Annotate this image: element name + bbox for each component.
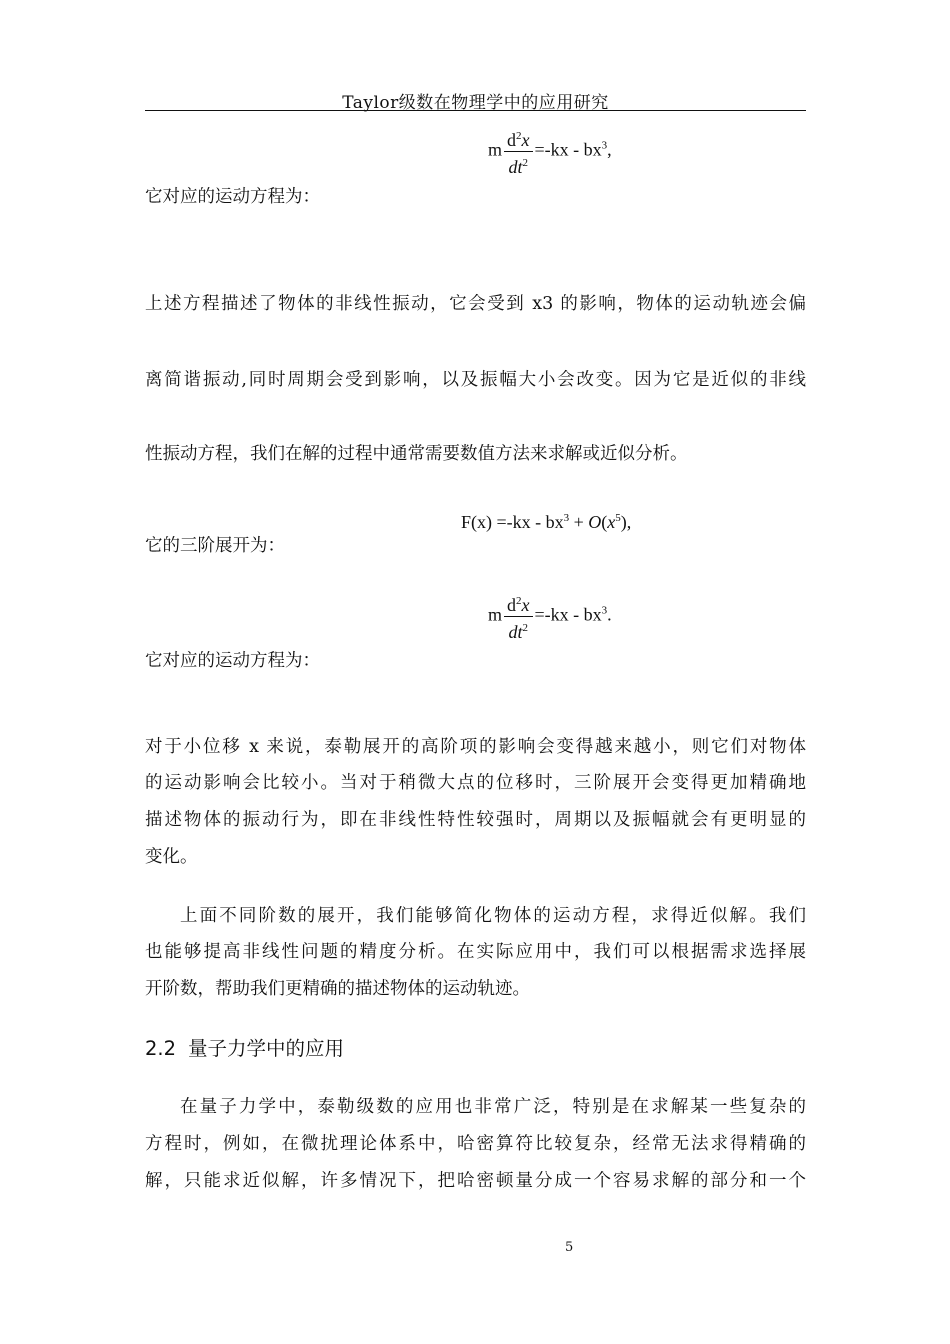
paragraph-line: 开阶数，帮助我们更精确的描述物体的运动轨迹。	[145, 979, 530, 999]
paragraph-line: 也能够提高非线性问题的精度分析。在实际应用中，我们可以根据需求选择展	[145, 942, 806, 962]
paragraph-line: 解，只能求近似解，许多情况下，把哈密顿量分成一个容易求解的部分和一个	[145, 1171, 806, 1191]
equation-motion-2: m $\frac{d^2x}{dt^2}$ $=-kx - bx^3$.	[488, 590, 612, 643]
paragraph-line: 上面不同阶数的展开，我们能够简化物体的运动方程，求得近似解。我们	[180, 906, 806, 926]
header-rule	[145, 110, 806, 111]
expansion-label: 它的三阶展开为：	[145, 536, 285, 556]
paragraph-line: 对于小位移 x 来说，泰勒展开的高阶项的影响会变得越来越小，则它们对物体	[145, 737, 806, 757]
paragraph-line: 在量子力学中，泰勒级数的应用也非常广泛，特别是在求解某一些复杂的	[180, 1097, 806, 1117]
section-heading	[145, 1033, 344, 1061]
paragraph-line: 上述方程描述了物体的非线性振动，它会受到 x3 的影响，物体的运动轨迹会偏	[145, 294, 806, 314]
paragraph-line: 描述物体的振动行为，即在非线性特性较强时，周期以及振幅就会有更明显的	[145, 810, 806, 830]
section-title: 量子力学中的应用	[188, 1037, 345, 1060]
paragraph-line: 的运动影响会比较小。当对于稍微大点的位移时，三阶展开会变得更加精确地	[145, 773, 806, 793]
equation-expansion: $F(x) =-kx - bx^3 + O(x^5)$,	[461, 512, 632, 532]
paragraph-line: 离简谐振动,同时周期会受到影响，以及振幅大小会改变。因为它是近似的非线	[145, 370, 806, 390]
equation-motion-1: m $\frac{d^2x}{dt^2}$ $=-kx - bx^3$,	[488, 125, 612, 178]
section-number: 2.2	[145, 1037, 177, 1060]
paragraph-line: 性振动方程，我们在解的过程中通常需要数值方法来求解或近似分析。	[145, 444, 688, 464]
paragraph-line: 方程时，例如，在微扰理论体系中，哈密算符比较复杂，经常无法求得精确的	[145, 1134, 806, 1154]
equation-label-1: 它对应的运动方程为：	[145, 187, 320, 207]
equation-label-2: 它对应的运动方程为：	[145, 651, 320, 671]
paragraph-line: 变化。	[145, 847, 198, 867]
page-header-title: Taylor级数在物理学中的应用研究	[342, 93, 609, 113]
page-number: 5	[565, 1240, 574, 1255]
